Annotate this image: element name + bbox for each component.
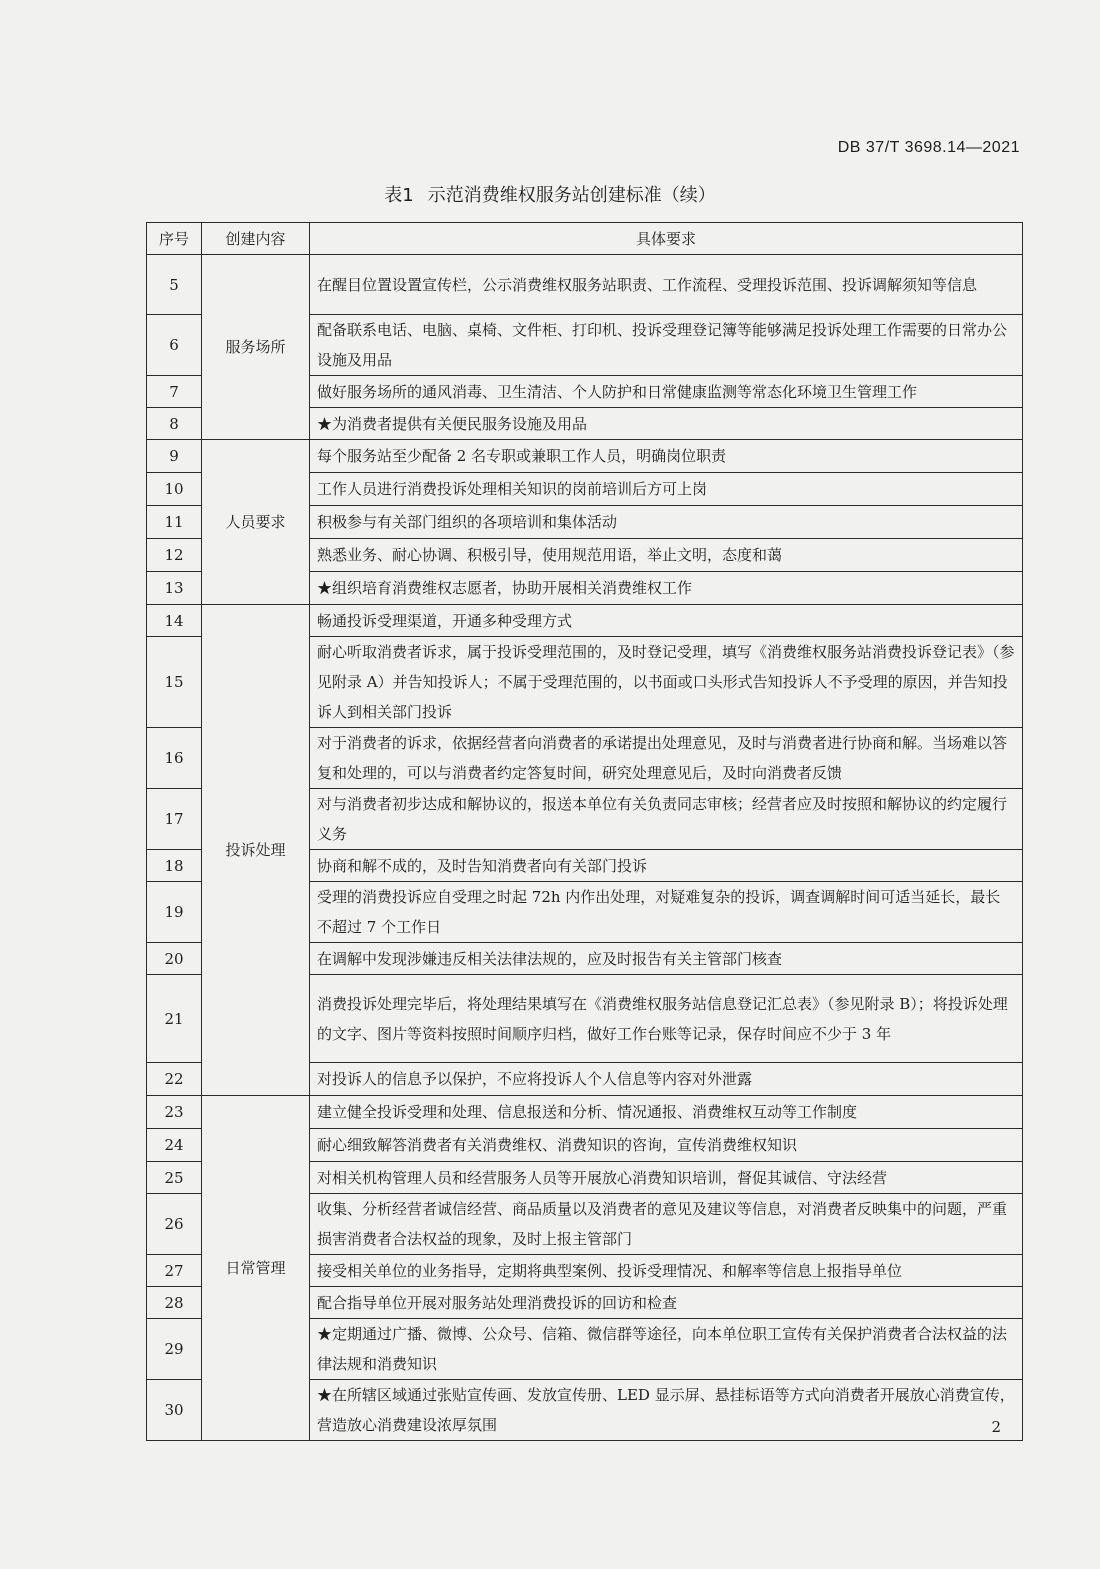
requirement-text: 协商和解不成的，及时告知消费者向有关部门投诉 [310, 850, 1023, 882]
category-cell: 投诉处理 [202, 605, 310, 1096]
row-number: 11 [147, 506, 202, 539]
row-number: 21 [147, 975, 202, 1063]
requirement-text: 畅通投诉受理渠道，开通多种受理方式 [310, 605, 1023, 637]
row-number: 20 [147, 943, 202, 975]
row-number: 28 [147, 1287, 202, 1319]
requirement-text: 耐心听取消费者诉求，属于投诉受理范围的，及时登记受理，填写《消费维权服务站消费投诉登记表》（参见附录 A）并告知投诉人；不属于受理范围的，以书面或口头形式告知投诉人不予受理的原因，并告知投诉人到相关部门投诉 [310, 637, 1023, 728]
requirement-text: ★组织培育消费维权志愿者，协助开展相关消费维权工作 [310, 572, 1023, 605]
row-number: 16 [147, 728, 202, 789]
requirement-text: 受理的消费投诉应自受理之时起 72h 内作出处理，对疑难复杂的投诉，调查调解时间可适当延长，最长不超过 7 个工作日 [310, 882, 1023, 943]
requirement-text: 对相关机构管理人员和经营服务人员等开展放心消费知识培训，督促其诚信、守法经营 [310, 1162, 1023, 1194]
table-title-number: 表1 [384, 185, 414, 206]
requirement-text: 配合指导单位开展对服务站处理消费投诉的回访和检查 [310, 1287, 1023, 1319]
requirement-text: 在调解中发现涉嫌违反相关法律法规的，应及时报告有关主管部门核查 [310, 943, 1023, 975]
row-number: 7 [147, 376, 202, 408]
row-number: 17 [147, 789, 202, 850]
requirement-text: ★定期通过广播、微博、公众号、信箱、微信群等途径，向本单位职工宣传有关保护消费者合法权益的法律法规和消费知识 [310, 1319, 1023, 1380]
requirement-text: 消费投诉处理完毕后，将处理结果填写在《消费维权服务站信息登记汇总表》（参见附录 B）；将投诉处理的文字、图片等资料按照时间顺序归档，做好工作台账等记录，保存时间应不少于 3 年 [310, 975, 1023, 1063]
row-number: 22 [147, 1063, 202, 1096]
requirement-text: 配备联系电话、电脑、桌椅、文件柜、打印机、投诉受理登记簿等能够满足投诉处理工作需要的日常办公设施及用品 [310, 315, 1023, 376]
row-number: 9 [147, 440, 202, 473]
table-title [0, 181, 1100, 207]
row-number: 13 [147, 572, 202, 605]
row-number: 10 [147, 473, 202, 506]
category-cell: 日常管理 [202, 1096, 310, 1441]
requirement-text: 对与消费者初步达成和解协议的，报送本单位有关负责同志审核；经营者应及时按照和解协议的约定履行义务 [310, 789, 1023, 850]
row-number: 24 [147, 1129, 202, 1162]
row-number: 23 [147, 1096, 202, 1129]
row-number: 15 [147, 637, 202, 728]
column-header-requirement: 具体要求 [310, 223, 1023, 255]
table-row [147, 605, 1023, 637]
table-row [147, 1096, 1023, 1129]
requirement-text: 对投诉人的信息予以保护，不应将投诉人个人信息等内容对外泄露 [310, 1063, 1023, 1096]
requirements-table [146, 222, 1023, 1441]
row-number: 27 [147, 1255, 202, 1287]
row-number: 18 [147, 850, 202, 882]
column-header-category: 创建内容 [202, 223, 310, 255]
category-cell: 人员要求 [202, 440, 310, 605]
row-number: 25 [147, 1162, 202, 1194]
requirement-text: ★为消费者提供有关便民服务设施及用品 [310, 408, 1023, 440]
row-number: 8 [147, 408, 202, 440]
requirement-text: 工作人员进行消费投诉处理相关知识的岗前培训后方可上岗 [310, 473, 1023, 506]
row-number: 6 [147, 315, 202, 376]
requirement-text: 积极参与有关部门组织的各项培训和集体活动 [310, 506, 1023, 539]
requirement-text: 做好服务场所的通风消毒、卫生清洁、个人防护和日常健康监测等常态化环境卫生管理工作 [310, 376, 1023, 408]
requirement-text: ★在所辖区域通过张贴宣传画、发放宣传册、LED 显示屏、悬挂标语等方式向消费者开展放心消费宣传，营造放心消费建设浓厚氛围 [310, 1380, 1023, 1441]
table-header-row [147, 223, 1023, 255]
requirement-text: 熟悉业务、耐心协调、积极引导，使用规范用语，举止文明，态度和蔼 [310, 539, 1023, 572]
requirement-text: 接受相关单位的业务指导，定期将典型案例、投诉受理情况、和解率等信息上报指导单位 [310, 1255, 1023, 1287]
row-number: 5 [147, 255, 202, 315]
requirement-text: 每个服务站至少配备 2 名专职或兼职工作人员，明确岗位职责 [310, 440, 1023, 473]
requirement-text: 收集、分析经营者诚信经营、商品质量以及消费者的意见及建议等信息，对消费者反映集中的问题，严重损害消费者合法权益的现象，及时上报主管部门 [310, 1194, 1023, 1255]
row-number: 29 [147, 1319, 202, 1380]
standard-code: DB 37/T 3698.14—2021 [837, 139, 1020, 156]
row-number: 19 [147, 882, 202, 943]
table-title-text: 示范消费维权服务站创建标准（续） [427, 185, 716, 206]
row-number: 14 [147, 605, 202, 637]
table-row [147, 255, 1023, 315]
requirement-text: 耐心细致解答消费者有关消费维权、消费知识的咨询，宣传消费维权知识 [310, 1129, 1023, 1162]
row-number: 30 [147, 1380, 202, 1441]
row-number: 26 [147, 1194, 202, 1255]
requirement-text: 对于消费者的诉求，依据经营者向消费者的承诺提出处理意见，及时与消费者进行协商和解。当场难以答复和处理的，可以与消费者约定答复时间，研究处理意见后，及时向消费者反馈 [310, 728, 1023, 789]
category-cell: 服务场所 [202, 255, 310, 440]
table-body [147, 255, 1023, 1441]
table-row [147, 440, 1023, 473]
requirement-text: 在醒目位置设置宣传栏，公示消费维权服务站职责、工作流程、受理投诉范围、投诉调解须知等信息 [310, 255, 1023, 315]
page-number: 2 [991, 1418, 1001, 1436]
column-header-no: 序号 [147, 223, 202, 255]
row-number: 12 [147, 539, 202, 572]
requirement-text: 建立健全投诉受理和处理、信息报送和分析、情况通报、消费维权互动等工作制度 [310, 1096, 1023, 1129]
